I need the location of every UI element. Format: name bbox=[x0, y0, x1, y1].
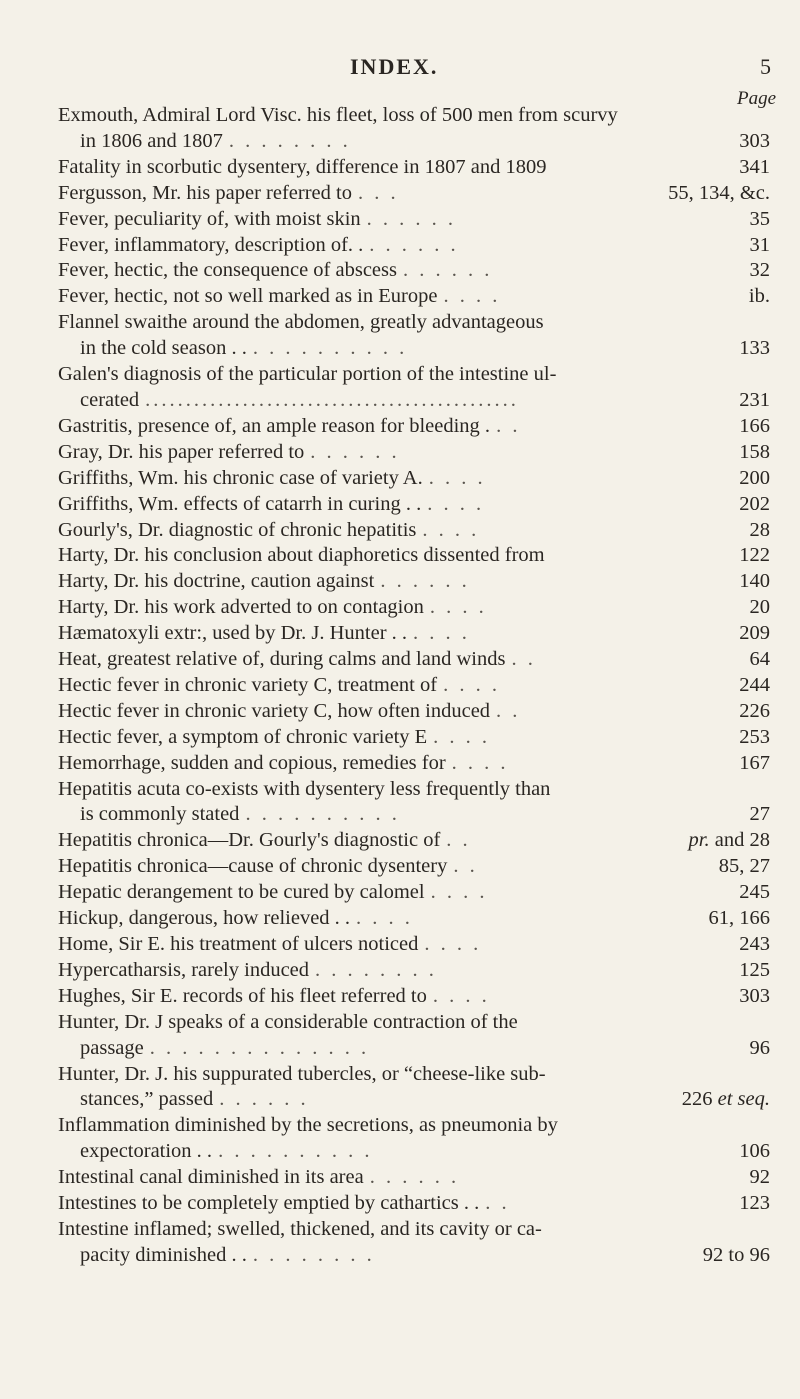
dot-leader: . . bbox=[446, 829, 471, 852]
entry-text: Galen's diagnosis of the particular portion of the intestine ul- bbox=[58, 363, 557, 386]
entry-text: Griffiths, Wm. effects of catarrh in curing . . bbox=[58, 492, 422, 515]
page-reference-value: 253 bbox=[739, 725, 770, 748]
index-entry bbox=[58, 258, 770, 284]
index-entry-continuation bbox=[58, 1139, 770, 1165]
page-reference-value: 28 bbox=[749, 518, 770, 541]
dot-leader: . . . . bbox=[356, 907, 413, 930]
index-entry bbox=[58, 1191, 770, 1217]
index-entry-continuation bbox=[58, 336, 770, 362]
page-reference bbox=[750, 1036, 771, 1062]
page-reference bbox=[739, 751, 770, 777]
entry-text: pacity diminished . . bbox=[80, 1243, 247, 1266]
entry-text: Hunter, Dr. J speaks of a considerable contraction of the bbox=[58, 1010, 518, 1033]
page-reference-value: 106 bbox=[739, 1140, 770, 1163]
index-entry bbox=[58, 984, 770, 1010]
page-reference bbox=[739, 958, 770, 984]
page-reference-value: ib. bbox=[748, 285, 770, 308]
page-reference bbox=[739, 388, 770, 414]
page-reference-value: and 28 bbox=[714, 829, 770, 852]
page-reference bbox=[750, 647, 771, 673]
index-entry bbox=[58, 518, 770, 544]
index-entry bbox=[58, 777, 770, 803]
page-reference bbox=[682, 1087, 770, 1113]
entry-text: Gray, Dr. his paper referred to bbox=[58, 440, 305, 463]
page-reference-value: 243 bbox=[739, 933, 770, 955]
page-reference-value: 122 bbox=[739, 544, 770, 567]
page-reference-suffix: et seq. bbox=[712, 1088, 770, 1111]
index-entry bbox=[58, 958, 770, 984]
page-reference-value: 209 bbox=[739, 622, 770, 645]
index-entry bbox=[58, 1165, 770, 1191]
dot-leader: . . . . bbox=[429, 596, 487, 619]
index-entry-continuation bbox=[58, 802, 770, 828]
index-entry bbox=[58, 207, 770, 233]
page-reference-value: 226 bbox=[739, 699, 770, 722]
page-reference bbox=[739, 569, 770, 595]
dot-leader: . . . . bbox=[427, 492, 485, 515]
dot-leader: . . . . bbox=[443, 285, 501, 308]
page-reference-value: 61, 166 bbox=[708, 907, 770, 930]
page-reference-value: 231 bbox=[739, 388, 770, 411]
page-reference-value: 244 bbox=[739, 673, 770, 696]
page-reference bbox=[739, 673, 770, 699]
page-reference-value: 158 bbox=[739, 440, 770, 463]
dot-leader: . . . . bbox=[413, 622, 470, 645]
index-entry bbox=[58, 647, 770, 673]
dot-leader: . . . . bbox=[430, 881, 488, 904]
entry-text: Harty, Dr. his work adverted to on contagion bbox=[58, 596, 424, 619]
page-reference-value: 133 bbox=[739, 337, 770, 360]
dot-leader: . . . . . . bbox=[310, 440, 400, 463]
dot-leader: . . bbox=[496, 414, 521, 437]
entry-text: cerated bbox=[80, 388, 140, 411]
dot-leader: . . . . . . . . . . bbox=[252, 337, 408, 360]
page-reference bbox=[703, 1243, 770, 1269]
page-reference-value: 200 bbox=[739, 466, 770, 489]
entry-text: Intestine inflamed; swelled, thickened, and its cavity or ca- bbox=[58, 1217, 542, 1240]
page-reference-value: 92 bbox=[749, 1166, 770, 1189]
entry-text: passage bbox=[80, 1036, 144, 1059]
dot-leader: . . bbox=[511, 648, 536, 671]
index-entry bbox=[58, 751, 770, 777]
entry-text: Hectic fever in chronic variety C, treatment of bbox=[58, 673, 438, 696]
page-reference bbox=[739, 984, 770, 1010]
page-reference bbox=[739, 155, 770, 181]
dot-leader: . . . . . . . . . . . . . . bbox=[149, 1036, 370, 1059]
page-reference bbox=[749, 284, 770, 310]
index-entry bbox=[58, 932, 770, 958]
entry-text: Gastritis, presence of, an ample reason for bleeding . bbox=[58, 414, 491, 437]
index-entry-continuation bbox=[58, 388, 770, 414]
index-entry bbox=[58, 310, 770, 336]
entry-text: Hemorrhage, sudden and copious, remedies for bbox=[58, 751, 446, 774]
dot-leader: . . . . . . bbox=[219, 1088, 309, 1111]
page-reference-value: 85, 27 bbox=[718, 855, 770, 878]
page-reference bbox=[750, 207, 771, 233]
index-entry bbox=[58, 595, 770, 621]
entry-text: Exmouth, Admiral Lord Visc. his fleet, loss of 500 men from scurvy bbox=[58, 104, 618, 126]
page-reference-value: 202 bbox=[739, 492, 770, 515]
entry-text: Home, Sir E. his treatment of ulcers noticed bbox=[58, 933, 419, 955]
page-reference bbox=[739, 621, 770, 647]
entry-text: Fatality in scorbutic dysentery, difference in 1807 and 1809 bbox=[58, 155, 547, 178]
page-reference-value: 96 bbox=[749, 1036, 770, 1059]
page-reference bbox=[739, 1191, 770, 1217]
dot-leader: . . . . bbox=[432, 984, 490, 1007]
page-reference bbox=[739, 725, 770, 751]
index-entry bbox=[58, 181, 770, 207]
index-entry bbox=[58, 699, 770, 725]
page-reference bbox=[739, 129, 770, 155]
index-entry bbox=[58, 880, 770, 906]
entry-text: Intestines to be completely emptied by cathartics . . bbox=[58, 1192, 480, 1215]
index-entry bbox=[58, 1217, 770, 1243]
entry-text: Fever, inflammatory, description of. . bbox=[58, 233, 364, 256]
page-reference bbox=[750, 518, 771, 544]
page-reference bbox=[739, 466, 770, 492]
page-reference bbox=[750, 233, 771, 259]
entry-text: Fever, peculiarity of, with moist skin bbox=[58, 207, 361, 230]
entry-text: Hepatitis chronica—cause of chronic dysentery bbox=[58, 855, 448, 878]
entry-text: Gourly's, Dr. diagnostic of chronic hepatitis bbox=[58, 518, 417, 541]
index-entry-continuation bbox=[58, 1036, 770, 1062]
entry-text: Hectic fever in chronic variety C, how often induced bbox=[58, 699, 491, 722]
page-reference-value: 125 bbox=[739, 958, 770, 981]
page-reference-value: 341 bbox=[739, 155, 770, 178]
page-reference bbox=[739, 1139, 770, 1165]
page-reference bbox=[739, 336, 770, 362]
entry-text: Inflammation diminished by the secretions, as pneumonia by bbox=[58, 1114, 558, 1137]
entry-text: Hepatitis acuta co-exists with dysentery less frequently than bbox=[58, 777, 551, 800]
index-entry bbox=[58, 543, 770, 569]
index-entry bbox=[58, 233, 770, 259]
dot-leader: . . . . . . . . bbox=[252, 1243, 375, 1266]
entry-text: stances,” passed bbox=[80, 1088, 214, 1111]
entry-text: Fever, hectic, the consequence of abscess bbox=[58, 259, 397, 282]
index-entry bbox=[58, 906, 770, 932]
page-reference bbox=[739, 932, 770, 958]
index-entry bbox=[58, 440, 770, 466]
entry-text: Hypercatharsis, rarely induced bbox=[58, 958, 310, 981]
page-reference-value: 92 to 96 bbox=[702, 1243, 770, 1266]
index-entries bbox=[58, 103, 770, 1269]
index-entry bbox=[58, 155, 770, 181]
page-reference-value: 226 bbox=[681, 1088, 713, 1111]
page-reference bbox=[739, 414, 770, 440]
entry-text: Harty, Dr. his doctrine, caution against bbox=[58, 570, 375, 593]
entry-text: Hughes, Sir E. records of his fleet referred to bbox=[58, 984, 427, 1007]
page-reference-value: 245 bbox=[739, 881, 770, 904]
index-entry bbox=[58, 284, 770, 310]
page-reference bbox=[750, 1165, 771, 1191]
page-reference-value: 32 bbox=[749, 259, 770, 282]
dot-leader: . . . . bbox=[422, 518, 480, 541]
index-entry-continuation bbox=[58, 1243, 770, 1269]
dot-leader: . . . . . . . . bbox=[228, 129, 351, 152]
dot-leader: . . . . . . bbox=[366, 207, 457, 230]
dot-leader: . . . . bbox=[443, 673, 500, 696]
page-reference bbox=[739, 880, 770, 906]
dot-leader: . . . . . . . . . . bbox=[245, 803, 400, 826]
dot-leader: .............................................. bbox=[145, 388, 519, 411]
entry-text: in 1806 and 1807 bbox=[80, 129, 223, 152]
dot-leader: . . . . . . bbox=[403, 259, 493, 282]
entry-text: Hæmatoxyli extr:, used by Dr. J. Hunter . . bbox=[58, 622, 408, 645]
index-entry bbox=[58, 466, 770, 492]
page-reference-value: 167 bbox=[739, 751, 770, 774]
dot-leader: . . . . . . bbox=[380, 570, 470, 593]
index-entry bbox=[58, 828, 770, 854]
page-reference bbox=[709, 906, 771, 932]
page-reference bbox=[719, 854, 770, 880]
page-reference bbox=[750, 258, 771, 284]
entry-text: expectoration . . bbox=[80, 1140, 213, 1163]
page-number: 5 bbox=[760, 54, 771, 79]
index-entry bbox=[58, 569, 770, 595]
index-entry bbox=[58, 854, 770, 880]
dot-leader: . . . . . . bbox=[369, 233, 459, 256]
entry-text: Fergusson, Mr. his paper referred to bbox=[58, 181, 352, 204]
dot-leader: . . . . bbox=[428, 466, 486, 489]
page-reference bbox=[750, 595, 771, 621]
dot-leader: . . . . . . . . . . bbox=[218, 1140, 373, 1163]
page-reference bbox=[689, 828, 770, 854]
entry-text: Intestinal canal diminished in its area bbox=[58, 1166, 364, 1189]
entry-text: Harty, Dr. his conclusion about diaphoretics dissented from bbox=[58, 544, 545, 567]
index-entry-continuation bbox=[58, 129, 770, 155]
page-reference-prefix: pr. bbox=[688, 829, 710, 852]
index-entry bbox=[58, 1062, 770, 1088]
entry-text: Hunter, Dr. J. his suppurated tubercles, or “cheese-like sub- bbox=[58, 1062, 546, 1085]
dot-leader: . . bbox=[453, 855, 478, 878]
index-entry bbox=[58, 1113, 770, 1139]
entry-text: Flannel swaithe around the abdomen, greatly advantageous bbox=[58, 311, 544, 334]
page-reference bbox=[739, 440, 770, 466]
page-reference bbox=[739, 699, 770, 725]
page-reference-value: 303 bbox=[739, 129, 770, 152]
page-reference bbox=[739, 543, 770, 569]
page-reference-value: 27 bbox=[749, 803, 770, 826]
index-entry bbox=[58, 725, 770, 751]
entry-text: Fever, hectic, not so well marked as in Europe bbox=[58, 285, 438, 308]
page-reference-value: 31 bbox=[749, 233, 770, 256]
index-entry bbox=[58, 673, 770, 699]
entry-text: Hepatic derangement to be cured by calomel bbox=[58, 881, 425, 904]
dot-leader: . . . . . . . . bbox=[315, 958, 437, 981]
index-entry bbox=[58, 1010, 770, 1036]
entry-text: Heat, greatest relative of, during calms and land winds bbox=[58, 648, 506, 671]
page-reference bbox=[668, 181, 770, 207]
page-reference bbox=[739, 492, 770, 518]
running-head bbox=[0, 54, 800, 84]
entry-text: is commonly stated bbox=[80, 803, 240, 826]
index-entry bbox=[58, 103, 770, 129]
entry-text: Hectic fever, a symptom of chronic variety E bbox=[58, 725, 428, 748]
page-reference-value: 20 bbox=[749, 596, 770, 619]
index-entry bbox=[58, 414, 770, 440]
page-reference bbox=[750, 802, 771, 828]
dot-leader: . . bbox=[485, 1192, 510, 1215]
dot-leader: . . . . bbox=[433, 725, 491, 748]
page-reference-value: 35 bbox=[749, 207, 770, 230]
entry-text: in the cold season . . bbox=[80, 337, 247, 360]
index-entry bbox=[58, 492, 770, 518]
entry-text: Griffiths, Wm. his chronic case of variety A. bbox=[58, 466, 423, 489]
dot-leader: . . bbox=[496, 699, 521, 722]
entry-text: Hickup, dangerous, how relieved . . bbox=[58, 907, 351, 930]
page-reference-value: 303 bbox=[739, 984, 770, 1007]
dot-leader: . . . . bbox=[451, 751, 509, 774]
page-reference-value: 55, 134, &c. bbox=[668, 181, 770, 204]
index-entry bbox=[58, 362, 770, 388]
index-entry-continuation bbox=[58, 1087, 770, 1113]
page-reference-value: 140 bbox=[739, 570, 770, 593]
index-entry bbox=[58, 621, 770, 647]
dot-leader: . . . . bbox=[424, 933, 482, 955]
page-reference-value: 166 bbox=[739, 414, 770, 437]
dot-leader: . . . bbox=[357, 181, 399, 204]
page-reference-value: 64 bbox=[749, 648, 770, 671]
page-reference-value: 123 bbox=[739, 1192, 770, 1215]
running-title: INDEX. bbox=[350, 54, 439, 79]
page-column-label: Page bbox=[737, 88, 777, 109]
entry-text: Hepatitis chronica—Dr. Gourly's diagnostic of bbox=[58, 829, 441, 852]
dot-leader: . . . . . . bbox=[369, 1166, 460, 1189]
